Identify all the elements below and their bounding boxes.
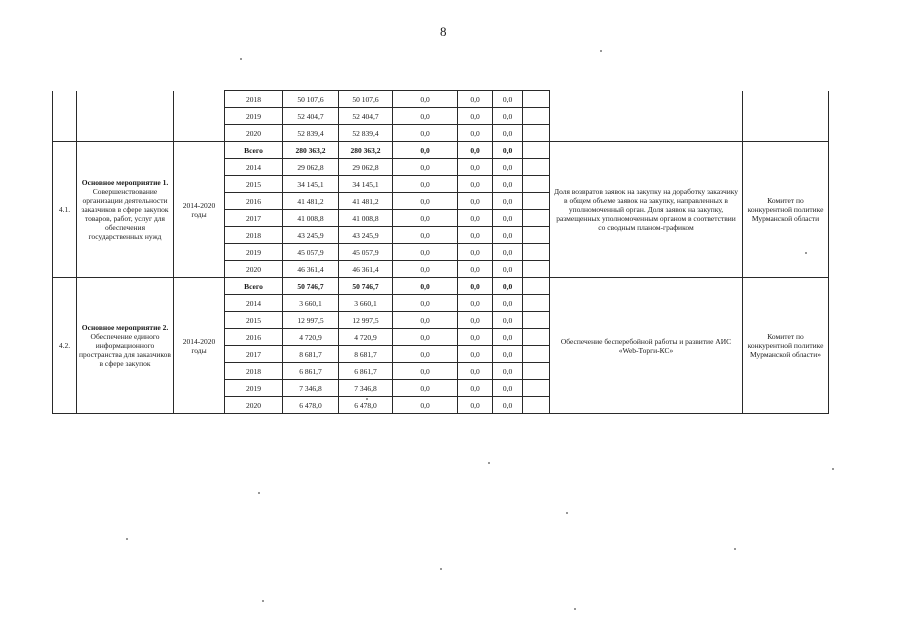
total-cell: 29 062,8 xyxy=(283,159,339,176)
value-cell: 0,0 xyxy=(393,227,458,244)
value-cell: 0,0 xyxy=(393,125,458,142)
value-cell: 0,0 xyxy=(493,346,523,363)
regional-cell: 29 062,8 xyxy=(339,159,393,176)
year-cell: 2014 xyxy=(225,295,283,312)
value-cell: 0,0 xyxy=(393,397,458,414)
value-cell: 0,0 xyxy=(493,193,523,210)
value-cell: 0,0 xyxy=(458,261,493,278)
value-cell: 0,0 xyxy=(393,312,458,329)
value-cell: 0,0 xyxy=(393,176,458,193)
value-cell: 0,0 xyxy=(458,380,493,397)
value-cell: 0,0 xyxy=(493,295,523,312)
value-cell: 0,0 xyxy=(458,193,493,210)
value-cell: 0,0 xyxy=(393,142,458,159)
year-cell: 2020 xyxy=(225,261,283,278)
empty-cell xyxy=(523,295,550,312)
value-cell: 0,0 xyxy=(393,363,458,380)
activity-indicator: Обеспечение бесперебойной работы и развитие АИС «Web-Торги-КС» xyxy=(550,278,743,414)
total-cell: 41 481,2 xyxy=(283,193,339,210)
value-cell: 0,0 xyxy=(458,159,493,176)
empty-cell xyxy=(523,363,550,380)
empty-cell xyxy=(523,108,550,125)
activity-title-text: Обеспечение единого информационного пространства для заказчиков в сфере закупок xyxy=(79,332,171,368)
scan-speck xyxy=(262,600,264,602)
year-cell: 2017 xyxy=(225,346,283,363)
activity-period: 2014-2020 годы xyxy=(174,278,225,414)
cont-number-cell xyxy=(53,91,77,142)
value-cell: 0,0 xyxy=(458,176,493,193)
activity-indicator: Доля возвратов заявок на закупку на доработку заказчику в общем объеме заявок на закупку, направленных в уполномоченный орган. Доля заявок на закупку, размещенных уполномоченным органом в соответствии со сводным планом-графиком xyxy=(550,142,743,278)
regional-cell: 50 746,7 xyxy=(339,278,393,295)
scan-speck xyxy=(574,608,576,610)
scan-speck xyxy=(600,50,602,52)
value-cell: 0,0 xyxy=(458,278,493,295)
activity-number: 4.1. xyxy=(53,142,77,278)
scan-speck xyxy=(734,548,736,550)
scan-speck xyxy=(805,252,807,254)
value-cell: 0,0 xyxy=(458,108,493,125)
total-cell: 7 346,8 xyxy=(283,380,339,397)
scan-speck xyxy=(566,512,568,514)
value-cell: 0,0 xyxy=(393,193,458,210)
regional-cell: 280 363,2 xyxy=(339,142,393,159)
table-row xyxy=(53,278,829,295)
regional-cell: 4 720,9 xyxy=(339,329,393,346)
regional-cell: 52 839,4 xyxy=(339,125,393,142)
total-cell: 3 660,1 xyxy=(283,295,339,312)
value-cell: 0,0 xyxy=(493,227,523,244)
empty-cell xyxy=(523,176,550,193)
scan-speck xyxy=(440,568,442,570)
empty-cell xyxy=(523,159,550,176)
empty-cell xyxy=(523,312,550,329)
year-cell: 2018 xyxy=(225,227,283,244)
value-cell: 0,0 xyxy=(393,244,458,261)
year-cell: 2017 xyxy=(225,210,283,227)
value-cell: 0,0 xyxy=(493,125,523,142)
value-cell: 0,0 xyxy=(493,312,523,329)
scan-speck xyxy=(366,398,368,400)
total-cell: 50 746,7 xyxy=(283,278,339,295)
activity-title xyxy=(77,278,174,414)
value-cell: 0,0 xyxy=(458,227,493,244)
cont-executor-cell xyxy=(743,91,829,142)
scan-speck xyxy=(240,58,242,60)
empty-cell xyxy=(523,278,550,295)
year-cell: 2018 xyxy=(225,91,283,108)
year-cell: 2014 xyxy=(225,159,283,176)
value-cell: 0,0 xyxy=(458,346,493,363)
total-cell: 280 363,2 xyxy=(283,142,339,159)
value-cell: 0,0 xyxy=(458,244,493,261)
year-cell: 2019 xyxy=(225,108,283,125)
value-cell: 0,0 xyxy=(493,363,523,380)
value-cell: 0,0 xyxy=(458,329,493,346)
cont-period-cell xyxy=(174,91,225,142)
value-cell: 0,0 xyxy=(493,108,523,125)
total-cell: 34 145,1 xyxy=(283,176,339,193)
year-cell: Всего xyxy=(225,142,283,159)
regional-cell: 12 997,5 xyxy=(339,312,393,329)
regional-cell: 8 681,7 xyxy=(339,346,393,363)
table-row xyxy=(53,91,829,108)
total-cell: 8 681,7 xyxy=(283,346,339,363)
empty-cell xyxy=(523,244,550,261)
value-cell: 0,0 xyxy=(493,261,523,278)
regional-cell: 41 481,2 xyxy=(339,193,393,210)
value-cell: 0,0 xyxy=(458,312,493,329)
value-cell: 0,0 xyxy=(458,295,493,312)
empty-cell xyxy=(523,91,550,108)
value-cell: 0,0 xyxy=(393,295,458,312)
total-cell: 6 478,0 xyxy=(283,397,339,414)
regional-cell: 43 245,9 xyxy=(339,227,393,244)
total-cell: 43 245,9 xyxy=(283,227,339,244)
empty-cell xyxy=(523,380,550,397)
value-cell: 0,0 xyxy=(458,142,493,159)
regional-cell: 7 346,8 xyxy=(339,380,393,397)
scan-speck xyxy=(258,492,260,494)
year-cell: 2019 xyxy=(225,244,283,261)
value-cell: 0,0 xyxy=(458,125,493,142)
year-cell: 2016 xyxy=(225,329,283,346)
value-cell: 0,0 xyxy=(493,329,523,346)
activity-title-bold: Основное мероприятие 1. xyxy=(81,178,169,187)
value-cell: 0,0 xyxy=(493,142,523,159)
value-cell: 0,0 xyxy=(393,108,458,125)
value-cell: 0,0 xyxy=(493,397,523,414)
value-cell: 0,0 xyxy=(493,176,523,193)
value-cell: 0,0 xyxy=(458,91,493,108)
activity-executor: Комитет по конкурентной политике Мурманской области» xyxy=(743,278,829,414)
regional-cell: 6 478,0 xyxy=(339,397,393,414)
value-cell: 0,0 xyxy=(493,91,523,108)
scan-speck xyxy=(126,538,128,540)
total-cell: 45 057,9 xyxy=(283,244,339,261)
value-cell: 0,0 xyxy=(393,278,458,295)
empty-cell xyxy=(523,397,550,414)
value-cell: 0,0 xyxy=(393,210,458,227)
value-cell: 0,0 xyxy=(493,210,523,227)
total-cell: 6 861,7 xyxy=(283,363,339,380)
value-cell: 0,0 xyxy=(458,397,493,414)
regional-cell: 52 404,7 xyxy=(339,108,393,125)
table-row xyxy=(53,142,829,159)
regional-cell: 6 861,7 xyxy=(339,363,393,380)
regional-cell: 3 660,1 xyxy=(339,295,393,312)
empty-cell xyxy=(523,193,550,210)
cont-indicator-cell xyxy=(550,91,743,142)
value-cell: 0,0 xyxy=(458,210,493,227)
total-cell: 46 361,4 xyxy=(283,261,339,278)
regional-cell: 34 145,1 xyxy=(339,176,393,193)
value-cell: 0,0 xyxy=(393,329,458,346)
value-cell: 0,0 xyxy=(493,244,523,261)
regional-cell: 45 057,9 xyxy=(339,244,393,261)
empty-cell xyxy=(523,125,550,142)
empty-cell xyxy=(523,261,550,278)
value-cell: 0,0 xyxy=(458,363,493,380)
value-cell: 0,0 xyxy=(493,380,523,397)
empty-cell xyxy=(523,210,550,227)
scan-speck xyxy=(832,468,834,470)
activity-number: 4.2. xyxy=(53,278,77,414)
scan-speck xyxy=(488,462,490,464)
cont-title-cell xyxy=(77,91,174,142)
year-cell: 2018 xyxy=(225,363,283,380)
value-cell: 0,0 xyxy=(393,261,458,278)
value-cell: 0,0 xyxy=(393,159,458,176)
value-cell: 0,0 xyxy=(493,159,523,176)
page-number: 8 xyxy=(440,24,447,39)
activity-title-text: Совершенствование организации деятельности заказчиков в сфере закупок товаров, работ, услуг для обеспечения государственных нужд xyxy=(81,187,169,241)
year-cell: 2020 xyxy=(225,397,283,414)
activity-period: 2014-2020 годы xyxy=(174,142,225,278)
empty-cell xyxy=(523,227,550,244)
year-cell: 2015 xyxy=(225,312,283,329)
value-cell: 0,0 xyxy=(493,278,523,295)
empty-cell xyxy=(523,329,550,346)
total-cell: 41 008,8 xyxy=(283,210,339,227)
activity-title-bold: Основное мероприятие 2. xyxy=(81,323,169,332)
total-cell: 50 107,6 xyxy=(283,91,339,108)
year-cell: 2019 xyxy=(225,380,283,397)
value-cell: 0,0 xyxy=(393,346,458,363)
empty-cell xyxy=(523,346,550,363)
value-cell: 0,0 xyxy=(393,91,458,108)
activity-executor: Комитет по конкурентной политике Мурманской области xyxy=(743,142,829,278)
year-cell: 2015 xyxy=(225,176,283,193)
value-cell: 0,0 xyxy=(393,380,458,397)
budget-table xyxy=(52,90,829,414)
total-cell: 52 839,4 xyxy=(283,125,339,142)
total-cell: 12 997,5 xyxy=(283,312,339,329)
activity-title xyxy=(77,142,174,278)
year-cell: 2016 xyxy=(225,193,283,210)
total-cell: 4 720,9 xyxy=(283,329,339,346)
regional-cell: 46 361,4 xyxy=(339,261,393,278)
year-cell: 2020 xyxy=(225,125,283,142)
regional-cell: 50 107,6 xyxy=(339,91,393,108)
empty-cell xyxy=(523,142,550,159)
year-cell: Всего xyxy=(225,278,283,295)
regional-cell: 41 008,8 xyxy=(339,210,393,227)
total-cell: 52 404,7 xyxy=(283,108,339,125)
